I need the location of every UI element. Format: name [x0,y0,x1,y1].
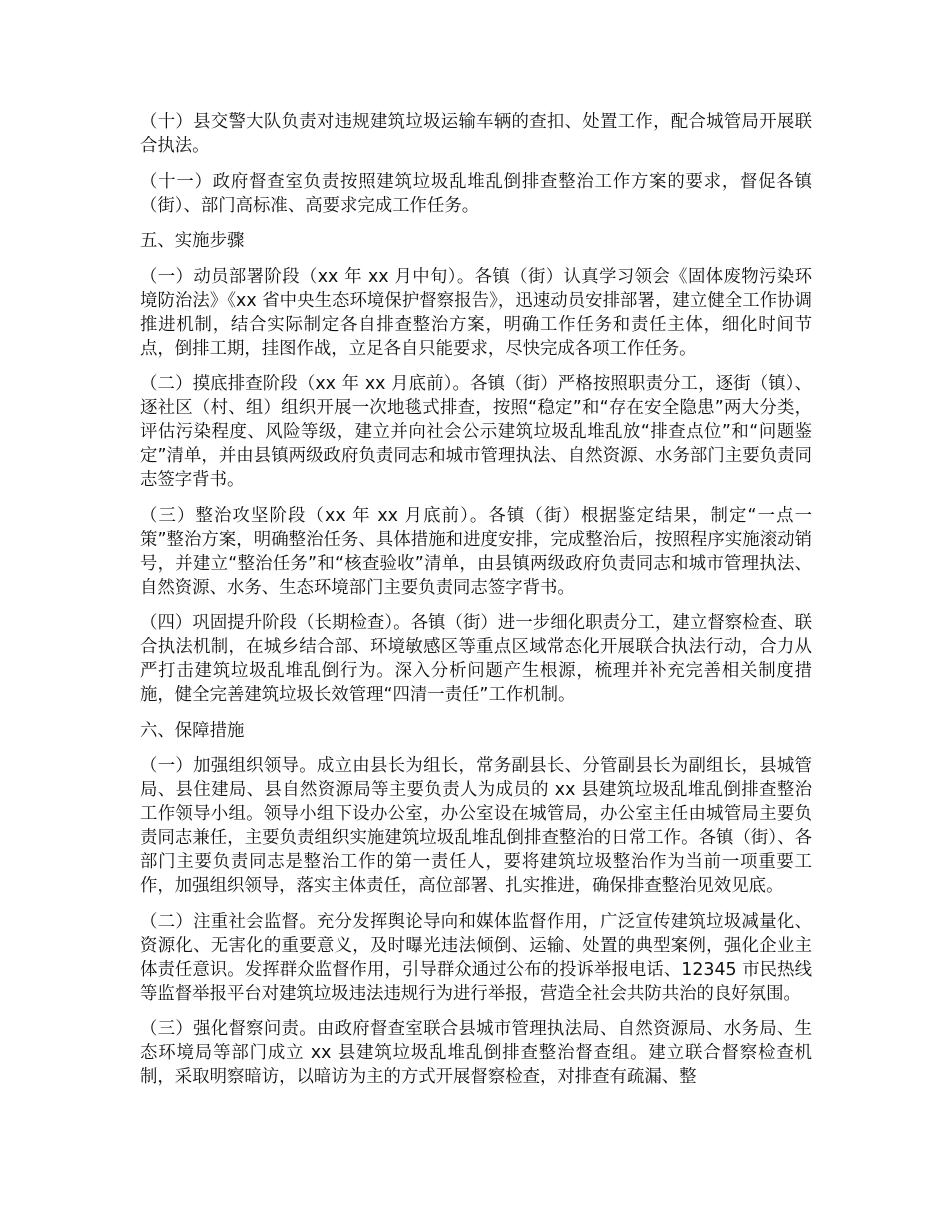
paragraph-accountability: （三）强化督察问责。由政府督查室联合县城市管理执法局、自然资源局、水务局、生态环境局等部门成立 xx 县建筑垃圾乱堆乱倒排查整治督查组。建立联合督察检查机制，采取明察暗访，以暗访为主的方式开展督察检查，对排查有疏漏、整 [140,1019,812,1087]
paragraph-survey-stage: （二）摸底排查阶段（xx 年 xx 月底前）。各镇（街）严格按照职责分工，逐街（镇）、逐社区（村、组）组织开展一次地毯式排查，按照“稳定”和“存在安全隐患”两大分类，评估污染程度、风险等级，建立并向社会公示建筑垃圾乱堆乱放“排查点位”和“问题鉴定”清单，并由县镇两级政府负责同志和城市管理执法、自然资源、水务部门主要负责同志签字背书。 [140,374,812,490]
paragraph-supervision-office: （十一）政府督查室负责按照建筑垃圾乱堆乱倒排查整治工作方案的要求，督促各镇（街）、部门高标准、高要求完成工作任务。 [140,171,812,216]
paragraph-organizational-leadership: （一）加强组织领导。成立由县长为组长，常务副县长、分管副县长为副组长，县城管局、县住建局、县自然资源局等主要负责人为成员的 xx 县建筑垃圾乱堆乱倒排查整治工作领导小组。领导小组下设办公室，办公室设在城管局，办公室主任由城管局主要负责同志兼任，主要负责组织实施建筑垃圾乱堆乱倒排查整治的日常工作。各镇（街）、各部门主要负责同志是整治工作的第一责任人，要将建筑垃圾整治作为当前一项重要工作，加强组织领导，落实主体责任，高位部署、扎实推进，确保排查整治见效见底。 [140,756,812,896]
paragraph-rectification-stage: （三）整治攻坚阶段（xx 年 xx 月底前）。各镇（街）根据鉴定结果，制定“一点一策”整治方案，明确整治任务、具体措施和进度安排，完成整治后，按照程序实施滚动销号，并建立“整治任务”和“核查验收”清单，由县镇两级政府负责同志和城市管理执法、自然资源、水务、生态环境部门主要负责同志签字背书。 [140,505,812,598]
paragraph-social-supervision: （二）注重社会监督。充分发挥舆论导向和媒体监督作用，广泛宣传建筑垃圾减量化、资源化、无害化的重要意义，及时曝光违法倾倒、运输、处置的典型案例，强化企业主体责任意识。发挥群众监督作用，引导群众通过公布的投诉举报电话、12345 市民热线等监督举报平台对建筑垃圾违法违规行为进行举报，营造全社会共防共治的良好氛围。 [140,911,812,1004]
paragraph-mobilization-stage: （一）动员部署阶段（xx 年 xx 月中旬）。各镇（街）认真学习领会《固体废物污染环境防治法》《xx 省中央生态环境保护督察报告》，迅速动员安排部署，建立健全工作协调推进机制，结合实际制定各自排查整治方案，明确工作任务和责任主体，细化时间节点，倒排工期，挂图作战，立足各自只能要求，尽快完成各项工作任务。 [140,266,812,359]
document-page [140,110,812,1101]
paragraph-traffic-police: （十）县交警大队负责对违规建筑垃圾运输车辆的查扣、处置工作，配合城管局开展联合执法。 [140,112,812,156]
section-heading-safeguard-measures: 六、保障措施 [140,720,245,741]
section-heading-implementation-steps: 五、实施步骤 [140,231,245,251]
paragraph-consolidation-stage: （四）巩固提升阶段（长期检查）。各镇（街）进一步细化职责分工，建立督察检查、联合执法机制，在城乡结合部、环境敏感区等重点区域常态化开展联合执法行动，合力从严打击建筑垃圾乱堆乱倒行为。深入分析问题产生根源，梳理并补充完善相关制度措施，健全完善建筑垃圾长效管理“四清一责任”工作机制。 [140,613,812,705]
